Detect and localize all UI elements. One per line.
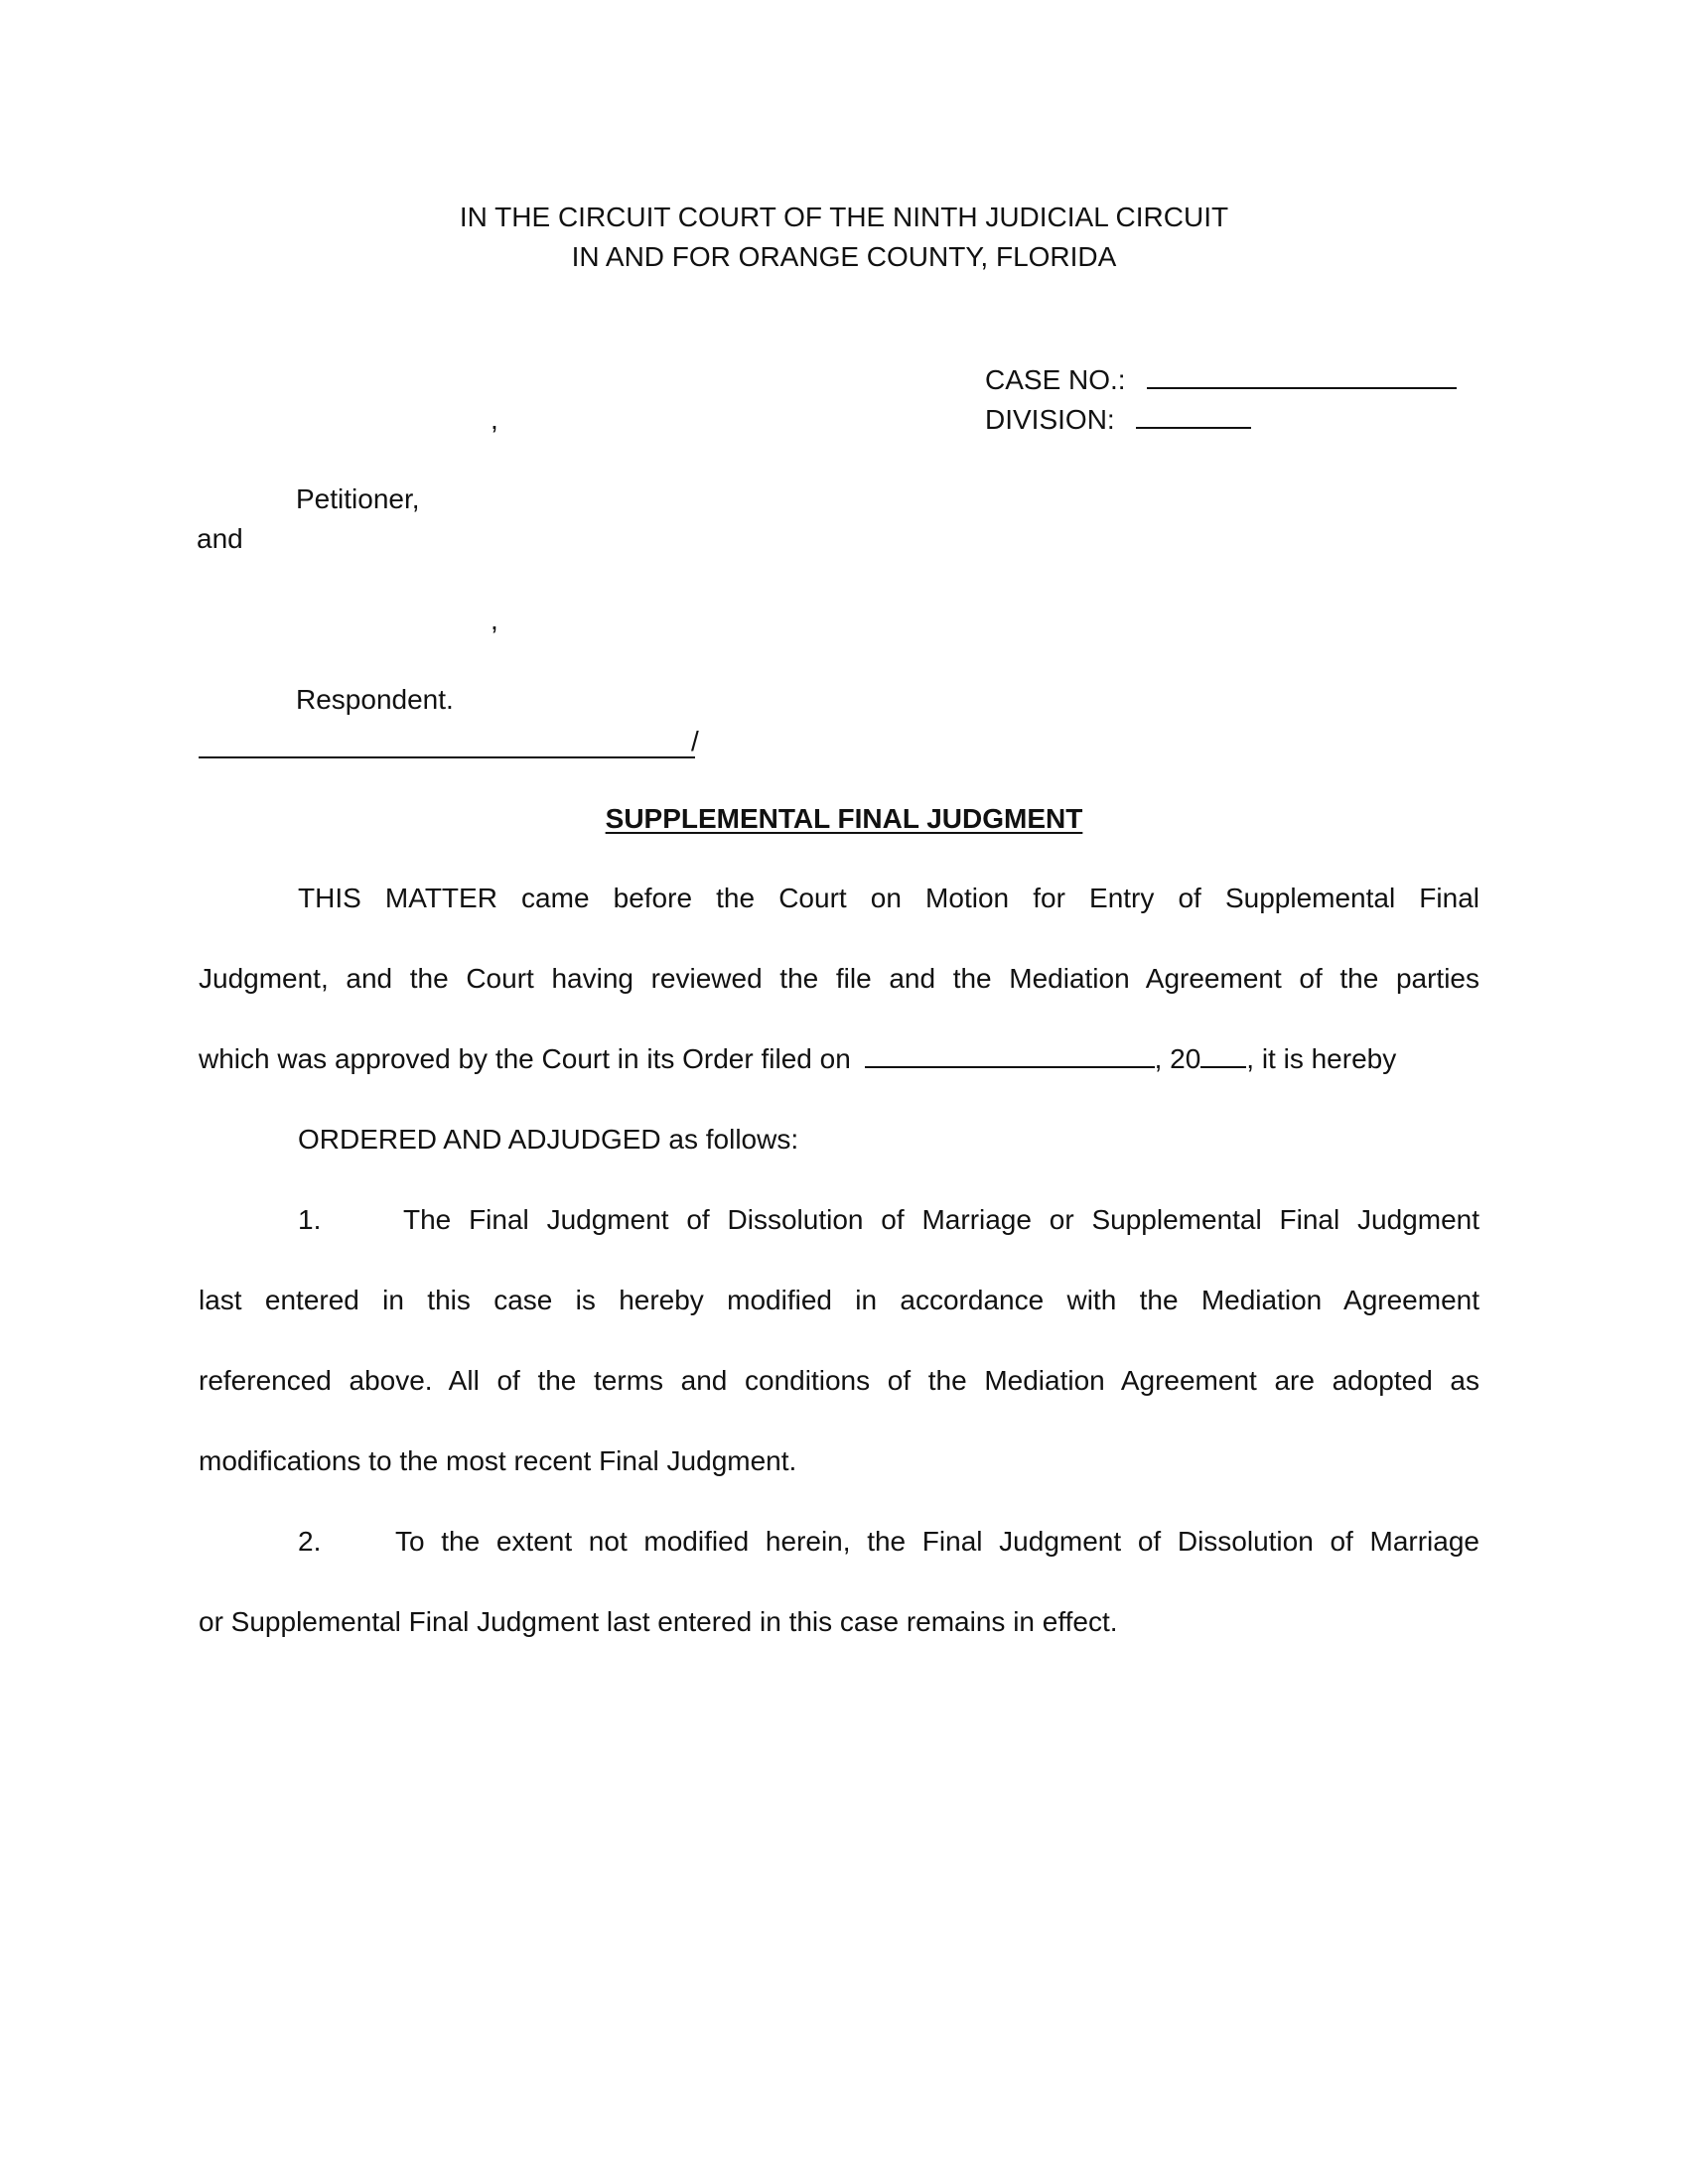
division-row bbox=[985, 403, 1251, 437]
item2-line1 bbox=[298, 1525, 1479, 1559]
case-no-blank[interactable] bbox=[1147, 365, 1457, 389]
caption-closing-line bbox=[199, 756, 695, 758]
respondent-label: Respondent. bbox=[296, 684, 454, 715]
item1-line1 bbox=[298, 1203, 1479, 1237]
case-no-label: CASE NO.: bbox=[985, 364, 1126, 395]
order-date-suffix: , it is hereby bbox=[1246, 1043, 1397, 1074]
paragraph1-line2: Judgment, and the Court having reviewed the file and the Mediation Agreement of the parties bbox=[199, 963, 1479, 994]
order-date-text: which was approved by the Court in its Order filed on bbox=[199, 1043, 851, 1074]
document-title: SUPPLEMENTAL FINAL JUDGMENT bbox=[605, 803, 1083, 834]
paragraph1-line1: THIS MATTER came before the Court on Motion for Entry of Supplemental Final bbox=[298, 883, 1479, 913]
division-label: DIVISION: bbox=[985, 404, 1115, 435]
order-year-prefix: , 20 bbox=[1154, 1043, 1201, 1074]
ordered-adjudged: ORDERED AND ADJUDGED as follows: bbox=[298, 1124, 799, 1155]
item1-line3: referenced above. All of the terms and conditions of the Mediation Agreement are adopted as bbox=[199, 1365, 1479, 1396]
caption-slash: / bbox=[691, 726, 699, 756]
case-no-row bbox=[985, 363, 1457, 397]
paragraph1-line3 bbox=[199, 1042, 1479, 1076]
item1-line4: modifications to the most recent Final Judgment. bbox=[199, 1445, 797, 1476]
item2-line2: or Supplemental Final Judgment last entered in this case remains in effect. bbox=[199, 1606, 1118, 1637]
court-header-line1: IN THE CIRCUIT COURT OF THE NINTH JUDICIAL CIRCUIT bbox=[459, 202, 1229, 232]
and-label: and bbox=[197, 523, 243, 554]
item2-number: 2. bbox=[298, 1526, 322, 1557]
court-header-line2: IN AND FOR ORANGE COUNTY, FLORIDA bbox=[571, 241, 1117, 272]
petitioner-name-comma: , bbox=[491, 404, 498, 435]
order-date-blank[interactable] bbox=[865, 1044, 1155, 1068]
item1-line2: last entered in this case is hereby modified in accordance with the Mediation Agreement bbox=[199, 1285, 1479, 1315]
respondent-name-comma: , bbox=[491, 605, 498, 635]
petitioner-label: Petitioner, bbox=[296, 483, 420, 514]
item1-text-line1: The Final Judgment of Dissolution of Marriage or Supplemental Final Judgment bbox=[403, 1204, 1479, 1235]
order-year-blank[interactable] bbox=[1200, 1044, 1246, 1068]
item1-number: 1. bbox=[298, 1204, 322, 1235]
item2-text-line1: To the extent not modified herein, the Final Judgment of Dissolution of Marriage bbox=[395, 1526, 1479, 1557]
division-blank[interactable] bbox=[1136, 405, 1251, 429]
